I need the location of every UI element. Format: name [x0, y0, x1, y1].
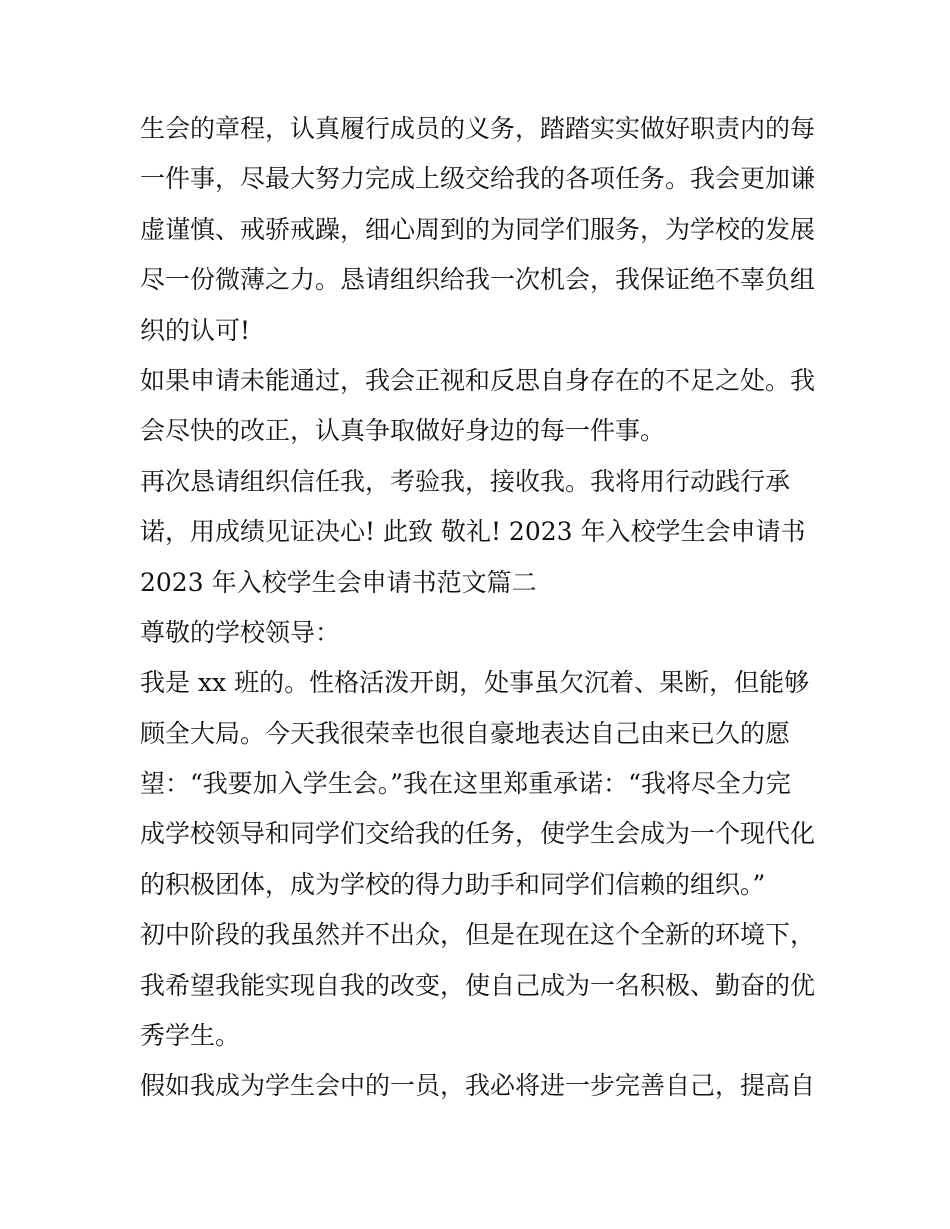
- text-line: 我是 xx 班的。性格活泼开朗，处事虽欠沉着、果断，但能够: [140, 668, 810, 698]
- text-line: 再次恳请组织信任我，考验我，接收我。我将用行动践行承: [140, 466, 791, 496]
- text-line: 我希望我能实现自我的改变，使自己成为一名积极、勤奋的优: [140, 970, 816, 1000]
- text-line: 尽一份微薄之力。恳请组织给我一次机会，我保证绝不辜负组: [140, 265, 816, 295]
- text-line: 织的认可!: [140, 315, 251, 345]
- text-line: 生会的章程，认真履行成员的义务，踏踏实实做好职责内的每: [140, 114, 816, 143]
- text-line: 秀学生。: [140, 1021, 241, 1051]
- text-line: 初中阶段的我虽然并不出众，但是在现在这个全新的环境下，: [140, 920, 816, 950]
- salutation: 尊敬的学校领导：: [140, 617, 341, 647]
- text-line: 一件事，尽最大努力完成上级交给我的各项任务。我会更加谦: [140, 164, 816, 194]
- text-line: 的积极团体，成为学校的得力助手和同学们信赖的组织。”: [140, 869, 766, 899]
- text-line: 成学校领导和同学们交给我的任务，使学生会成为一个现代化: [140, 819, 816, 849]
- text-line: 如果申请未能通过，我会正视和反思自身存在的不足之处。我: [140, 365, 816, 395]
- document-body: [140, 104, 820, 1112]
- text-line: 顾全大局。今天我很荣幸也很自豪地表达自己由来已久的愿: [140, 718, 791, 748]
- section-heading: 2023 年入校学生会申请书范文篇二: [140, 567, 537, 597]
- text-line: 望：“我要加入学生会。”我在这里郑重承诺：“我将尽全力完: [140, 769, 791, 799]
- text-line: 诺，用成绩见证决心! 此致 敬礼! 2023 年入校学生会申请书: [140, 517, 806, 547]
- text-line: 虚谨慎、戒骄戒躁，细心周到的为同学们服务，为学校的发展: [140, 214, 816, 244]
- text-line: 假如我成为学生会中的一员，我必将进一步完善自己，提高自: [140, 1071, 816, 1101]
- text-line: 会尽快的改正，认真争取做好身边的每一件事。: [140, 416, 666, 446]
